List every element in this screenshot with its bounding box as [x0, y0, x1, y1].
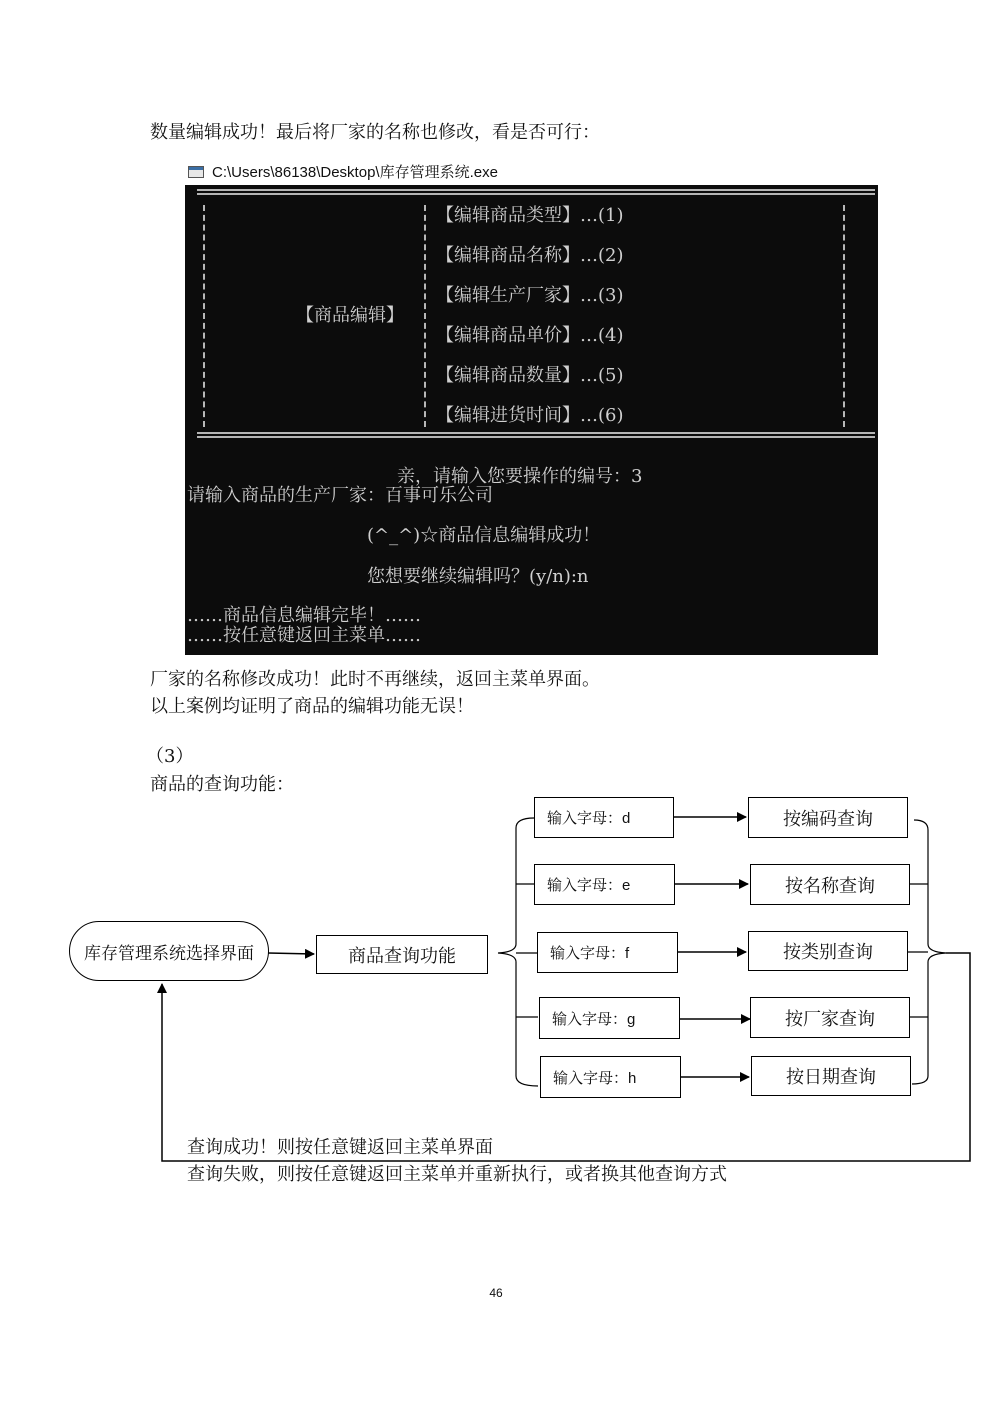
query-node-code: 按编码查询 [748, 797, 908, 838]
result-text: 厂家的名称修改成功！此时不再继续，返回主菜单界面。 [150, 669, 600, 690]
query-node-name: 按名称查询 [750, 864, 910, 905]
console-menu-item: 【编辑生产厂家】…(3) [436, 285, 624, 306]
console-success-line: (^_^)☆商品信息编辑成功！ [367, 525, 601, 546]
input-node-e: 输入字母：e [534, 864, 675, 905]
conclusion-text: 以上案例均证明了商品的编辑功能无误！ [150, 696, 474, 717]
console-menu-item: 【编辑进货时间】…(6) [436, 405, 624, 426]
query-node-manufacturer: 按厂家查询 [750, 997, 910, 1038]
intro-text: 数量编辑成功！最后将厂家的名称也修改，看是否可行： [150, 122, 600, 143]
input-node-h: 输入字母：h [540, 1056, 681, 1098]
console-menu-item: 【编辑商品单价】…(4) [436, 325, 624, 346]
left-brace [498, 818, 538, 1086]
console-title-text: C:\Users\86138\Desktop\库存管理系统.exe [212, 164, 498, 181]
console-prompt-line: 亲，请输入您要操作的编号：3 [397, 466, 643, 487]
arrow-start-to-function [268, 953, 314, 954]
note-success: 查询成功！则按任意键返回主菜单界面 [187, 1137, 493, 1158]
start-node: 库存管理系统选择界面 [69, 921, 269, 981]
section-title: 商品的查询功能： [150, 774, 294, 795]
query-node-date: 按日期查询 [751, 1056, 911, 1096]
console-menu-label: 【商品编辑】 [296, 305, 404, 326]
input-node-d: 输入字母：d [534, 797, 674, 838]
console-return-line: ……按任意键返回主菜单…… [187, 625, 421, 646]
input-node-f: 输入字母：f [537, 932, 678, 973]
query-function-node: 商品查询功能 [316, 935, 488, 974]
console-menu-item: 【编辑商品名称】…(2) [436, 245, 624, 266]
section-number: （3） [146, 746, 194, 767]
console-done-line: ……商品信息编辑完毕！…… [187, 605, 421, 626]
input-node-g: 输入字母：g [539, 997, 680, 1039]
page-number: 46 [489, 1286, 503, 1300]
console-input-line: 请输入商品的生产厂家：百事可乐公司 [187, 485, 493, 506]
note-fail: 查询失败，则按任意键返回主菜单并重新执行，或者换其他查询方式 [187, 1164, 727, 1185]
console-continue-line: 您想要继续编辑吗？(y/n):n [367, 566, 589, 587]
console-menu-item: 【编辑商品类型】…(1) [436, 205, 624, 226]
query-node-category: 按类别查询 [748, 931, 908, 971]
console-menu-item: 【编辑商品数量】…(5) [436, 365, 624, 386]
